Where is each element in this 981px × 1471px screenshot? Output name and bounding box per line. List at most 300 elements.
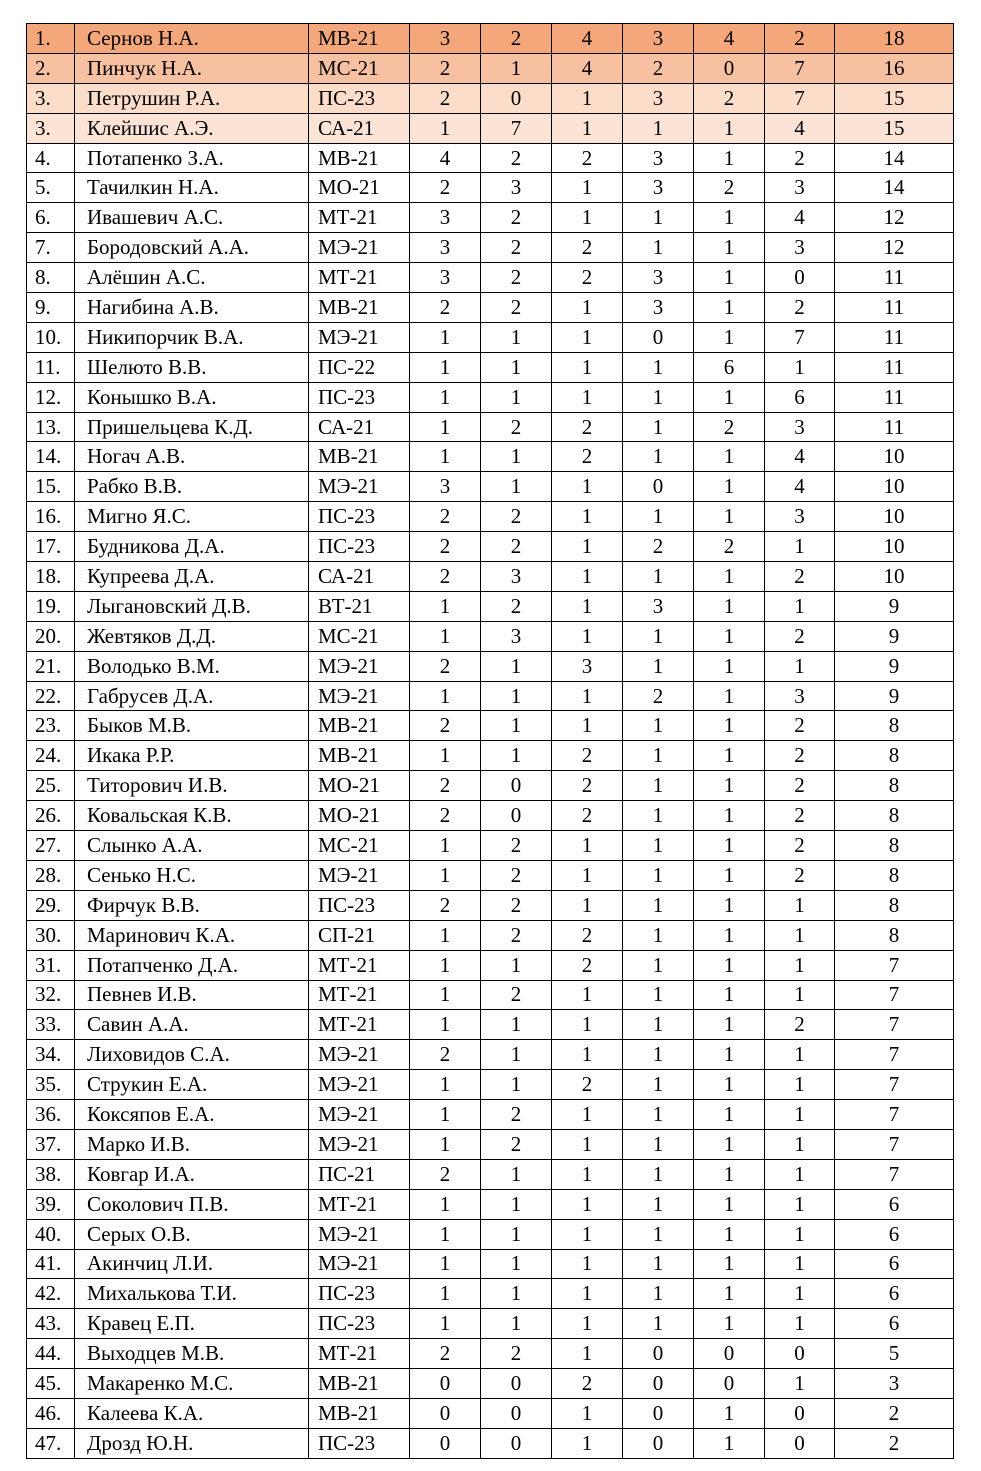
- score-cell: 1: [481, 382, 552, 412]
- participant-name: Выходцев М.В.: [75, 1339, 309, 1369]
- total-cell: 18: [835, 24, 954, 54]
- score-cell: 2: [410, 562, 481, 592]
- participant-name: Слынко А.А.: [75, 831, 309, 861]
- score-cell: 1: [410, 681, 481, 711]
- score-cell: 2: [765, 711, 835, 741]
- score-cell: 0: [623, 472, 694, 502]
- score-cell: 0: [623, 1339, 694, 1369]
- score-cell: 1: [623, 382, 694, 412]
- score-cell: 0: [623, 1428, 694, 1458]
- rank-cell: 38.: [27, 1159, 75, 1189]
- score-cell: 3: [765, 233, 835, 263]
- score-cell: 1: [481, 1189, 552, 1219]
- score-cell: 3: [552, 651, 623, 681]
- participant-name: Струкин Е.А.: [75, 1070, 309, 1100]
- participant-name: Клейшис А.Э.: [75, 113, 309, 143]
- group-cell: МЭ-21: [309, 1040, 410, 1070]
- score-cell: 1: [410, 980, 481, 1010]
- score-cell: 1: [694, 1219, 765, 1249]
- score-cell: 1: [552, 532, 623, 562]
- rank-cell: 45.: [27, 1369, 75, 1399]
- score-cell: 1: [552, 562, 623, 592]
- score-cell: 0: [481, 771, 552, 801]
- group-cell: ПС-21: [309, 1159, 410, 1189]
- participant-name: Макаренко М.С.: [75, 1369, 309, 1399]
- score-cell: 1: [623, 442, 694, 472]
- score-cell: 1: [481, 352, 552, 382]
- table-row: [27, 113, 954, 143]
- score-cell: 1: [694, 771, 765, 801]
- score-cell: 1: [623, 1100, 694, 1130]
- participant-name: Икака Р.Р.: [75, 741, 309, 771]
- total-cell: 11: [835, 322, 954, 352]
- participant-name: Фирчук В.В.: [75, 890, 309, 920]
- total-cell: 7: [835, 980, 954, 1010]
- group-cell: МЭ-21: [309, 1129, 410, 1159]
- group-cell: МВ-21: [309, 711, 410, 741]
- score-cell: 2: [765, 771, 835, 801]
- score-cell: 1: [694, 382, 765, 412]
- group-cell: СА-21: [309, 412, 410, 442]
- score-cell: 4: [694, 24, 765, 54]
- score-cell: 1: [410, 621, 481, 651]
- score-cell: 1: [623, 801, 694, 831]
- score-cell: 3: [410, 24, 481, 54]
- rank-cell: 28.: [27, 860, 75, 890]
- score-cell: 1: [552, 113, 623, 143]
- rank-cell: 23.: [27, 711, 75, 741]
- total-cell: 8: [835, 860, 954, 890]
- score-cell: 1: [481, 741, 552, 771]
- table-row: [27, 562, 954, 592]
- rank-cell: 25.: [27, 771, 75, 801]
- score-cell: 2: [410, 293, 481, 323]
- rank-cell: 41.: [27, 1249, 75, 1279]
- score-cell: 1: [623, 352, 694, 382]
- score-cell: 4: [765, 203, 835, 233]
- score-cell: 1: [481, 322, 552, 352]
- score-cell: 0: [481, 83, 552, 113]
- score-cell: 1: [623, 920, 694, 950]
- group-cell: ПС-22: [309, 352, 410, 382]
- score-cell: 3: [481, 621, 552, 651]
- table-row: [27, 1100, 954, 1130]
- score-cell: 1: [765, 1369, 835, 1399]
- group-cell: МВ-21: [309, 1398, 410, 1428]
- score-cell: 1: [552, 322, 623, 352]
- score-cell: 1: [623, 621, 694, 651]
- table-row: [27, 203, 954, 233]
- participant-name: Купреева Д.А.: [75, 562, 309, 592]
- participant-name: Габрусев Д.А.: [75, 681, 309, 711]
- participant-name: Коксяпов Е.А.: [75, 1100, 309, 1130]
- score-cell: 1: [552, 980, 623, 1010]
- table-row: [27, 1369, 954, 1399]
- score-cell: 2: [552, 741, 623, 771]
- score-cell: 0: [481, 1428, 552, 1458]
- score-cell: 2: [481, 532, 552, 562]
- score-cell: 1: [552, 472, 623, 502]
- score-cell: 1: [623, 113, 694, 143]
- score-cell: 3: [623, 83, 694, 113]
- rank-cell: 15.: [27, 472, 75, 502]
- table-row: [27, 1398, 954, 1428]
- table-row: [27, 24, 954, 54]
- group-cell: ПС-23: [309, 1279, 410, 1309]
- participant-name: Сернов Н.А.: [75, 24, 309, 54]
- total-cell: 8: [835, 920, 954, 950]
- total-cell: 9: [835, 651, 954, 681]
- score-cell: 1: [410, 860, 481, 890]
- rank-cell: 14.: [27, 442, 75, 472]
- score-cell: 3: [623, 24, 694, 54]
- group-cell: МТ-21: [309, 1339, 410, 1369]
- total-cell: 11: [835, 263, 954, 293]
- score-cell: 3: [623, 591, 694, 621]
- score-cell: 3: [765, 502, 835, 532]
- rank-cell: 27.: [27, 831, 75, 861]
- rank-cell: 10.: [27, 322, 75, 352]
- score-cell: 2: [481, 233, 552, 263]
- score-cell: 1: [552, 173, 623, 203]
- score-cell: 1: [481, 681, 552, 711]
- score-cell: 4: [410, 143, 481, 173]
- score-cell: 3: [623, 173, 694, 203]
- rank-cell: 37.: [27, 1129, 75, 1159]
- group-cell: МЭ-21: [309, 1249, 410, 1279]
- score-cell: 0: [765, 1428, 835, 1458]
- score-cell: 1: [552, 621, 623, 651]
- score-cell: 3: [410, 472, 481, 502]
- score-cell: 1: [694, 233, 765, 263]
- score-cell: 0: [623, 1369, 694, 1399]
- score-cell: 1: [552, 382, 623, 412]
- score-cell: 1: [481, 1249, 552, 1279]
- group-cell: ВТ-21: [309, 591, 410, 621]
- group-cell: МВ-21: [309, 143, 410, 173]
- score-cell: 2: [410, 1159, 481, 1189]
- total-cell: 2: [835, 1398, 954, 1428]
- participant-name: Потапенко З.А.: [75, 143, 309, 173]
- participant-name: Калеева К.А.: [75, 1398, 309, 1428]
- score-cell: 1: [623, 771, 694, 801]
- score-cell: 1: [410, 1279, 481, 1309]
- score-cell: 1: [694, 831, 765, 861]
- score-cell: 1: [623, 203, 694, 233]
- score-cell: 1: [694, 1309, 765, 1339]
- rank-cell: 4.: [27, 143, 75, 173]
- score-cell: 2: [481, 1339, 552, 1369]
- score-cell: 1: [694, 1249, 765, 1279]
- score-cell: 1: [694, 1428, 765, 1458]
- score-cell: 2: [481, 263, 552, 293]
- score-cell: 2: [765, 1010, 835, 1040]
- score-cell: 1: [694, 1100, 765, 1130]
- rank-cell: 1.: [27, 24, 75, 54]
- participant-name: Потапченко Д.А.: [75, 950, 309, 980]
- score-cell: 0: [410, 1398, 481, 1428]
- table-row: [27, 1040, 954, 1070]
- score-cell: 1: [623, 1129, 694, 1159]
- participant-name: Володько В.М.: [75, 651, 309, 681]
- rank-cell: 39.: [27, 1189, 75, 1219]
- score-cell: 1: [694, 472, 765, 502]
- group-cell: МТ-21: [309, 950, 410, 980]
- score-cell: 2: [765, 621, 835, 651]
- score-cell: 1: [694, 950, 765, 980]
- rank-cell: 18.: [27, 562, 75, 592]
- total-cell: 2: [835, 1428, 954, 1458]
- rank-cell: 29.: [27, 890, 75, 920]
- table-row: [27, 322, 954, 352]
- score-cell: 7: [765, 53, 835, 83]
- total-cell: 9: [835, 621, 954, 651]
- score-cell: 1: [410, 591, 481, 621]
- score-cell: 2: [481, 831, 552, 861]
- participant-name: Пинчук Н.А.: [75, 53, 309, 83]
- score-cell: 1: [410, 1010, 481, 1040]
- results-table: [26, 23, 954, 1459]
- table-row: [27, 890, 954, 920]
- group-cell: МТ-21: [309, 980, 410, 1010]
- score-cell: 3: [623, 293, 694, 323]
- score-cell: 2: [481, 143, 552, 173]
- score-cell: 1: [765, 1189, 835, 1219]
- score-cell: 2: [552, 920, 623, 950]
- score-cell: 1: [552, 1129, 623, 1159]
- score-cell: 1: [552, 1100, 623, 1130]
- rank-cell: 40.: [27, 1219, 75, 1249]
- score-cell: 4: [552, 24, 623, 54]
- score-cell: 1: [765, 890, 835, 920]
- score-cell: 1: [481, 1010, 552, 1040]
- score-cell: 1: [765, 532, 835, 562]
- score-cell: 1: [765, 1219, 835, 1249]
- rank-cell: 31.: [27, 950, 75, 980]
- score-cell: 2: [481, 1129, 552, 1159]
- rank-cell: 32.: [27, 980, 75, 1010]
- rank-cell: 11.: [27, 352, 75, 382]
- rank-cell: 2.: [27, 53, 75, 83]
- total-cell: 7: [835, 1070, 954, 1100]
- score-cell: 1: [481, 1309, 552, 1339]
- participant-name: Дрозд Ю.Н.: [75, 1428, 309, 1458]
- score-cell: 1: [481, 711, 552, 741]
- table-row: [27, 860, 954, 890]
- table-row: [27, 1010, 954, 1040]
- rank-cell: 8.: [27, 263, 75, 293]
- group-cell: СА-21: [309, 113, 410, 143]
- group-cell: МЭ-21: [309, 322, 410, 352]
- participant-name: Акинчиц Л.И.: [75, 1249, 309, 1279]
- score-cell: 1: [694, 860, 765, 890]
- group-cell: МО-21: [309, 771, 410, 801]
- score-cell: 2: [694, 532, 765, 562]
- score-cell: 4: [765, 472, 835, 502]
- score-cell: 1: [694, 113, 765, 143]
- participant-name: Савин А.А.: [75, 1010, 309, 1040]
- score-cell: 1: [694, 143, 765, 173]
- participant-name: Титорович И.В.: [75, 771, 309, 801]
- participant-name: Нагибина А.В.: [75, 293, 309, 323]
- total-cell: 10: [835, 532, 954, 562]
- score-cell: 4: [552, 53, 623, 83]
- table-row: [27, 412, 954, 442]
- group-cell: СА-21: [309, 562, 410, 592]
- score-cell: 1: [481, 651, 552, 681]
- score-cell: 1: [623, 562, 694, 592]
- table-row: [27, 1428, 954, 1458]
- table-row: [27, 681, 954, 711]
- score-cell: 1: [765, 920, 835, 950]
- score-cell: 3: [410, 233, 481, 263]
- participant-name: Певнев И.В.: [75, 980, 309, 1010]
- total-cell: 8: [835, 771, 954, 801]
- total-cell: 11: [835, 412, 954, 442]
- score-cell: 1: [765, 1100, 835, 1130]
- score-cell: 1: [410, 920, 481, 950]
- score-cell: 1: [552, 1309, 623, 1339]
- score-cell: 1: [410, 1249, 481, 1279]
- table-row: [27, 502, 954, 532]
- score-cell: 1: [694, 621, 765, 651]
- score-cell: 3: [765, 681, 835, 711]
- score-cell: 1: [410, 1309, 481, 1339]
- score-cell: 2: [552, 1070, 623, 1100]
- score-cell: 0: [481, 1398, 552, 1428]
- score-cell: 3: [410, 203, 481, 233]
- score-cell: 1: [694, 1010, 765, 1040]
- score-cell: 2: [481, 1100, 552, 1130]
- table-row: [27, 741, 954, 771]
- score-cell: 1: [694, 1398, 765, 1428]
- total-cell: 7: [835, 1100, 954, 1130]
- score-cell: 2: [481, 203, 552, 233]
- rank-cell: 24.: [27, 741, 75, 771]
- score-cell: 3: [623, 263, 694, 293]
- total-cell: 8: [835, 741, 954, 771]
- participant-name: Бородовский А.А.: [75, 233, 309, 263]
- rank-cell: 36.: [27, 1100, 75, 1130]
- score-cell: 1: [552, 1249, 623, 1279]
- score-cell: 1: [694, 681, 765, 711]
- score-cell: 2: [552, 801, 623, 831]
- group-cell: ПС-23: [309, 83, 410, 113]
- score-cell: 1: [552, 1010, 623, 1040]
- score-cell: 1: [623, 890, 694, 920]
- participant-name: Лиховидов С.А.: [75, 1040, 309, 1070]
- total-cell: 12: [835, 203, 954, 233]
- total-cell: 14: [835, 143, 954, 173]
- score-cell: 2: [410, 1339, 481, 1369]
- score-cell: 1: [552, 1398, 623, 1428]
- score-cell: 1: [552, 831, 623, 861]
- score-cell: 4: [765, 113, 835, 143]
- total-cell: 7: [835, 1040, 954, 1070]
- table-row: [27, 1189, 954, 1219]
- group-cell: МВ-21: [309, 24, 410, 54]
- rank-cell: 19.: [27, 591, 75, 621]
- score-cell: 2: [552, 412, 623, 442]
- score-cell: 1: [410, 831, 481, 861]
- score-cell: 1: [694, 890, 765, 920]
- score-cell: 2: [481, 412, 552, 442]
- score-cell: 1: [694, 591, 765, 621]
- table-row: [27, 293, 954, 323]
- score-cell: 1: [765, 1040, 835, 1070]
- score-cell: 0: [410, 1369, 481, 1399]
- score-cell: 1: [694, 1070, 765, 1100]
- score-cell: 0: [694, 1369, 765, 1399]
- rank-cell: 3.: [27, 113, 75, 143]
- score-cell: 2: [410, 890, 481, 920]
- total-cell: 12: [835, 233, 954, 263]
- score-cell: 1: [410, 113, 481, 143]
- total-cell: 14: [835, 173, 954, 203]
- score-cell: 2: [552, 143, 623, 173]
- score-cell: 2: [410, 1040, 481, 1070]
- score-cell: 1: [481, 442, 552, 472]
- group-cell: МО-21: [309, 173, 410, 203]
- score-cell: 1: [623, 980, 694, 1010]
- score-cell: 1: [481, 1279, 552, 1309]
- score-cell: 2: [552, 442, 623, 472]
- total-cell: 7: [835, 1010, 954, 1040]
- score-cell: 6: [765, 382, 835, 412]
- score-cell: 2: [481, 890, 552, 920]
- score-cell: 1: [765, 1129, 835, 1159]
- total-cell: 9: [835, 591, 954, 621]
- total-cell: 15: [835, 83, 954, 113]
- score-cell: 1: [765, 352, 835, 382]
- table-row: [27, 920, 954, 950]
- score-cell: 0: [765, 1339, 835, 1369]
- group-cell: МВ-21: [309, 442, 410, 472]
- score-cell: 2: [481, 860, 552, 890]
- table-row: [27, 173, 954, 203]
- score-cell: 2: [410, 532, 481, 562]
- score-cell: 1: [765, 651, 835, 681]
- score-cell: 1: [694, 1040, 765, 1070]
- score-cell: 2: [410, 502, 481, 532]
- total-cell: 6: [835, 1249, 954, 1279]
- rank-cell: 33.: [27, 1010, 75, 1040]
- participant-name: Соколович П.В.: [75, 1189, 309, 1219]
- group-cell: ПС-23: [309, 1309, 410, 1339]
- score-cell: 2: [623, 532, 694, 562]
- participant-name: Серых О.В.: [75, 1219, 309, 1249]
- table-row: [27, 831, 954, 861]
- score-cell: 3: [765, 173, 835, 203]
- total-cell: 6: [835, 1189, 954, 1219]
- total-cell: 7: [835, 1129, 954, 1159]
- table-row: [27, 233, 954, 263]
- group-cell: МЭ-21: [309, 472, 410, 502]
- total-cell: 8: [835, 890, 954, 920]
- score-cell: 2: [552, 771, 623, 801]
- score-cell: 0: [623, 1398, 694, 1428]
- participant-name: Михалькова Т.И.: [75, 1279, 309, 1309]
- table-row: [27, 980, 954, 1010]
- score-cell: 1: [765, 1070, 835, 1100]
- score-cell: 1: [552, 681, 623, 711]
- score-cell: 2: [410, 771, 481, 801]
- rank-cell: 30.: [27, 920, 75, 950]
- table-row: [27, 442, 954, 472]
- score-cell: 1: [694, 1159, 765, 1189]
- score-cell: 1: [694, 203, 765, 233]
- rank-cell: 44.: [27, 1339, 75, 1369]
